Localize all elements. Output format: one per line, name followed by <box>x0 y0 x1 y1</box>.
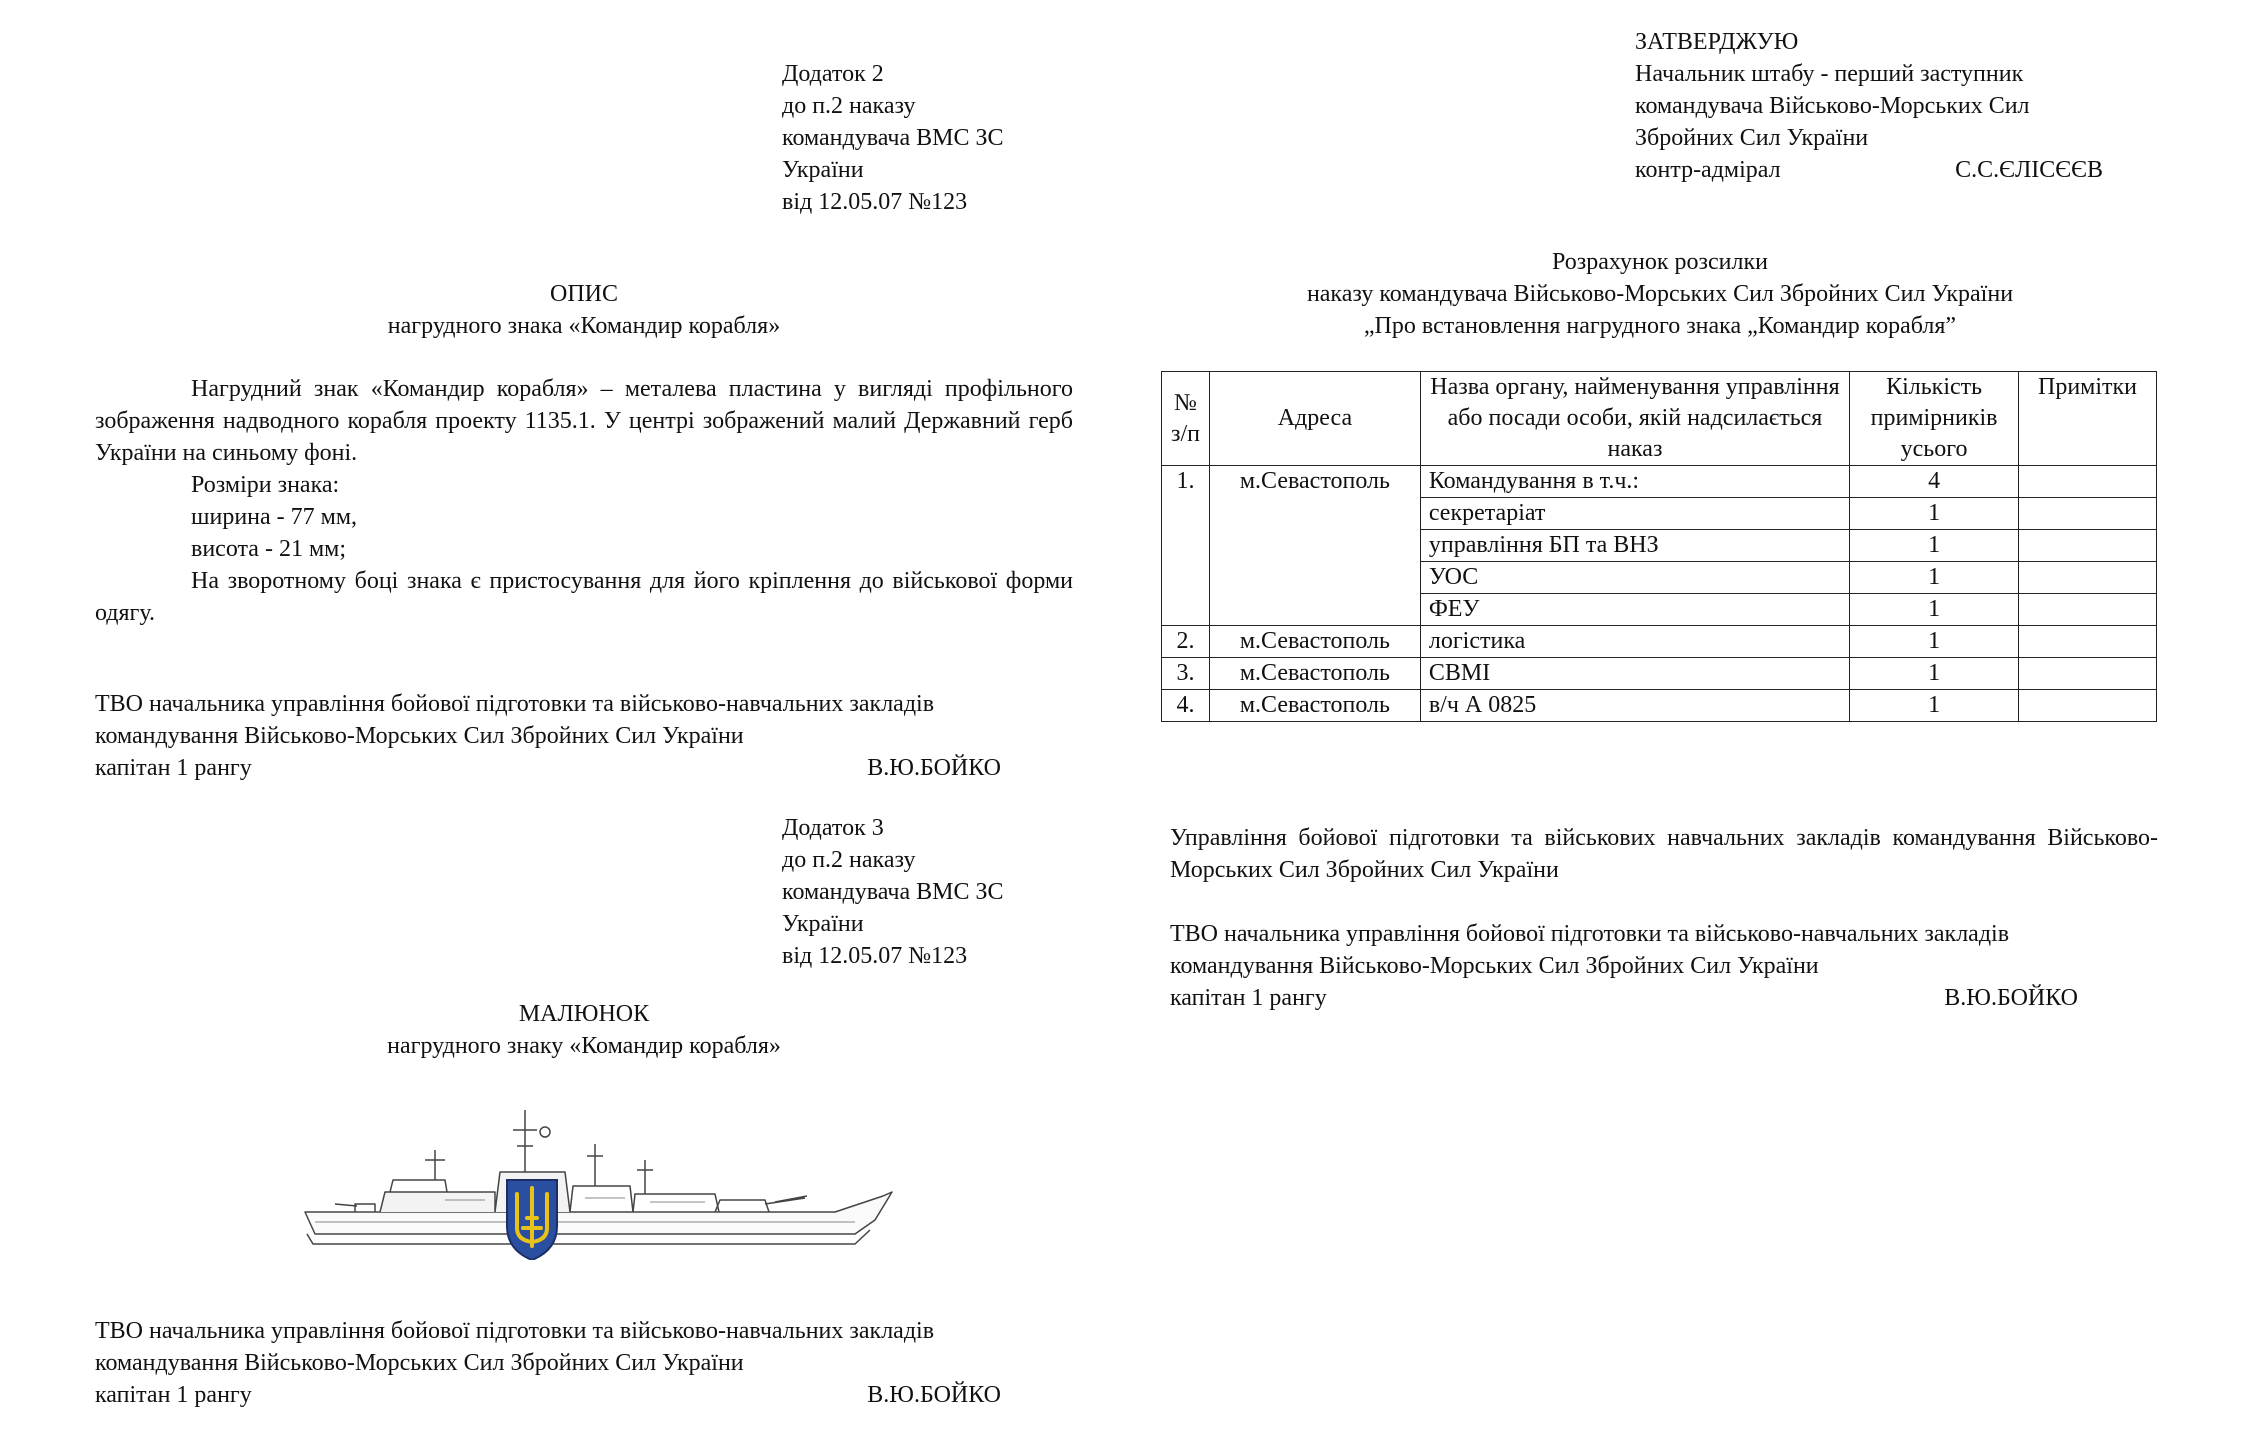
signature-block-3 <box>1170 918 2078 1014</box>
row-body: Командування в т.ч.: <box>1420 466 1849 498</box>
row-notes <box>2019 594 2157 626</box>
row-count: 1 <box>1850 690 2019 722</box>
appendix-2-header <box>782 58 1004 218</box>
signature-rank: капітан 1 рангу <box>1170 985 1327 1011</box>
header-num: № з/п <box>1162 372 1210 466</box>
appendix-3-line: Додаток 3 <box>782 815 884 841</box>
row-notes <box>2019 626 2157 658</box>
signature-line-2: командування Військово-Морських Сил Збройних Сил України <box>95 723 744 749</box>
row-num: 4. <box>1162 690 1210 722</box>
size-height: висота - 21 мм; <box>191 536 346 562</box>
row-notes <box>2019 498 2157 530</box>
appendix-2-line: до п.2 наказу <box>782 93 916 119</box>
approval-name: С.С.ЄЛІСЄЄВ <box>1955 157 2103 183</box>
approval-title: ЗАТВЕРДЖУЮ <box>1635 29 1799 55</box>
drawing-heading <box>95 998 1073 1062</box>
approval-rank: контр-адмірал <box>1635 157 1781 183</box>
department-note <box>1170 822 2158 886</box>
size-width: ширина - 77 мм, <box>191 504 358 530</box>
signature-name: В.Ю.БОЙКО <box>867 755 1001 781</box>
distribution-title: Розрахунок розсилки <box>1552 249 1768 275</box>
row-count: 1 <box>1850 626 2019 658</box>
description-paragraph-2: На зворотному боці знака є пристосування для його кріплення до військової форми одягу. <box>95 568 1073 626</box>
approval-line-1: Начальник штабу - перший заступник <box>1635 61 2024 87</box>
table-header-row <box>1162 372 2157 466</box>
signature-rank: капітан 1 рангу <box>95 755 252 781</box>
distribution-line-3: „Про встановлення нагрудного знака „Командир корабля” <box>1363 313 1957 339</box>
appendix-2-line: командувача ВМС ЗС <box>782 125 1004 151</box>
row-notes <box>2019 466 2157 498</box>
header-count: Кількість примірників усього <box>1850 372 2019 466</box>
description-subtitle: нагрудного знака «Командир корабля» <box>387 313 781 339</box>
row-body: логістика <box>1420 626 1849 658</box>
distribution-line-2: наказу командувача Військово-Морських Сил Збройних Сил України <box>1306 281 2014 307</box>
description-body <box>95 373 1073 629</box>
row-address: м.Севастополь <box>1209 658 1420 690</box>
signature-line-2: командування Військово-Морських Сил Збройних Сил України <box>95 1350 744 1376</box>
signature-line-1: ТВО начальника управління бойової підготовки та військово-навчальних закладів <box>1170 921 2010 947</box>
signature-name: В.Ю.БОЙКО <box>1944 985 2078 1011</box>
row-count: 4 <box>1850 466 2019 498</box>
row-body: управління БП та ВНЗ <box>1420 530 1849 562</box>
appendix-3-line: командувача ВМС ЗС <box>782 879 1004 905</box>
header-address: Адреса <box>1209 372 1420 466</box>
department-text: Управління бойової підготовки та військових навчальних закладів командування Військово-Морських Сил Збройних Сил України <box>1170 825 2158 883</box>
row-body: УОС <box>1420 562 1849 594</box>
ship-badge-illustration <box>295 1100 895 1260</box>
row-notes <box>2019 530 2157 562</box>
signature-line-2: командування Військово-Морських Сил Збройних Сил України <box>1170 953 1819 979</box>
row-body: в/ч А 0825 <box>1420 690 1849 722</box>
appendix-2-line: Додаток 2 <box>782 61 884 87</box>
approval-line-3: Збройних Сил України <box>1635 125 1869 151</box>
description-heading <box>95 278 1073 342</box>
row-count: 1 <box>1850 562 2019 594</box>
table-row <box>1162 690 2157 722</box>
row-address: м.Севастополь <box>1209 690 1420 722</box>
signature-block-2 <box>95 1315 1001 1411</box>
signature-name: В.Ю.БОЙКО <box>867 1382 1001 1408</box>
coat-of-arms-icon <box>507 1180 557 1260</box>
appendix-3-line: України <box>782 911 864 937</box>
approval-block <box>1635 26 2103 186</box>
signature-rank: капітан 1 рангу <box>95 1382 252 1408</box>
row-num: 2. <box>1162 626 1210 658</box>
distribution-table <box>1161 371 2157 722</box>
drawing-title: МАЛЮНОК <box>518 1001 650 1027</box>
table-row <box>1162 626 2157 658</box>
appendix-3-line: від 12.05.07 №123 <box>782 943 968 969</box>
row-count: 1 <box>1850 530 2019 562</box>
description-title: ОПИС <box>549 281 618 307</box>
row-body: ФЕУ <box>1420 594 1849 626</box>
appendix-3-line: до п.2 наказу <box>782 847 916 873</box>
appendix-2-line: України <box>782 157 864 183</box>
signature-line-1: ТВО начальника управління бойової підготовки та військово-навчальних закладів <box>95 691 935 717</box>
signature-block-1 <box>95 688 1001 784</box>
row-notes <box>2019 562 2157 594</box>
size-label: Розміри знака: <box>191 472 340 498</box>
distribution-heading <box>1160 246 2160 342</box>
row-body: СВМІ <box>1420 658 1849 690</box>
header-body: Назва органу, найменування управління або посади особи, якій надсилається наказ <box>1420 372 1849 466</box>
drawing-subtitle: нагрудного знаку «Командир корабля» <box>387 1033 781 1059</box>
row-count: 1 <box>1850 498 2019 530</box>
row-address: м.Севастополь <box>1209 626 1420 658</box>
row-num: 3. <box>1162 658 1210 690</box>
row-count: 1 <box>1850 594 2019 626</box>
description-paragraph-1: Нагрудний знак «Командир корабля» – металева пластина у вигляді профільного зображення надводного корабля проекту 1135.1. У центрі зображений малий Державний герб України на синьому фоні. <box>95 376 1073 466</box>
table-row <box>1162 658 2157 690</box>
row-notes <box>2019 658 2157 690</box>
header-notes: Примітки <box>2019 372 2157 466</box>
row-notes <box>2019 690 2157 722</box>
appendix-2-line: від 12.05.07 №123 <box>782 189 968 215</box>
signature-line-1: ТВО начальника управління бойової підготовки та військово-навчальних закладів <box>95 1318 935 1344</box>
row-address: м.Севастополь <box>1209 466 1420 626</box>
appendix-3-header <box>782 812 1004 972</box>
row-count: 1 <box>1850 658 2019 690</box>
row-body: секретаріат <box>1420 498 1849 530</box>
approval-line-2: командувача Військово-Морських Сил <box>1635 93 2030 119</box>
row-num: 1. <box>1162 466 1210 626</box>
table-row <box>1162 466 2157 498</box>
